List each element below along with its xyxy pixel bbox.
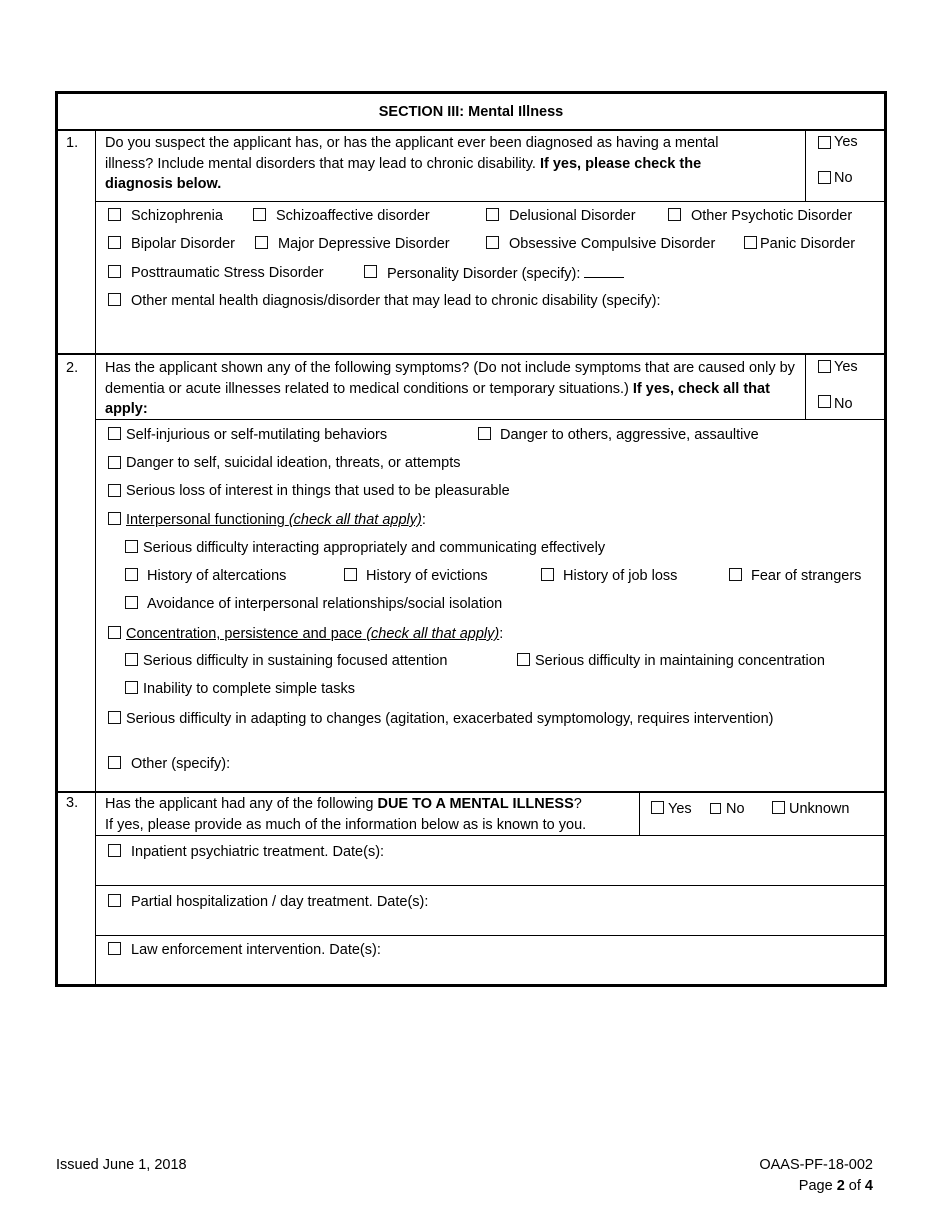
divider [95, 935, 884, 936]
number-column-divider [95, 129, 96, 984]
q2-yes-label: Yes [834, 359, 858, 375]
other-psychotic-checkbox[interactable] [668, 208, 681, 221]
page-of-word: of [848, 1178, 861, 1194]
danger-others-checkbox[interactable] [478, 427, 491, 440]
schizoaffective-checkbox[interactable] [253, 208, 266, 221]
q2-yes-checkbox[interactable] [818, 360, 831, 373]
q1-question [105, 133, 765, 195]
interpersonal-label-text: Interpersonal functioning [126, 512, 285, 528]
q1-no-checkbox[interactable] [818, 171, 831, 184]
q1-number: 1. [66, 135, 79, 151]
divider [95, 419, 884, 420]
divider [58, 791, 884, 793]
q1-question-text: Do you suspect the applicant has, or has the applicant ever been diagnosed as having a mental illness? Include mental disorders that may lead to chronic disability. [105, 135, 719, 172]
other-diagnosis-checkbox[interactable] [108, 293, 121, 306]
divider [95, 885, 884, 886]
personality-checkbox[interactable] [364, 265, 377, 278]
danger-self-checkbox[interactable] [108, 456, 121, 469]
q3-no-label: No [726, 801, 745, 817]
other-psychotic-label: Other Psychotic Disorder [691, 208, 853, 224]
partial-hospitalization-checkbox[interactable] [108, 894, 121, 907]
interpersonal-checkbox[interactable] [108, 512, 121, 525]
law-enforcement-label: Law enforcement intervention. Date(s): [131, 942, 381, 958]
concentration-label-text: Concentration, persistence and pace [126, 626, 363, 642]
q1-no-label: No [834, 170, 853, 186]
q2-number: 2. [66, 360, 79, 376]
self-injurious-checkbox[interactable] [108, 427, 121, 440]
q3-question-text: Has the applicant had any of the following [105, 796, 374, 812]
ocd-checkbox[interactable] [486, 236, 499, 249]
concentration-note: (check all that apply) [366, 626, 500, 642]
interpersonal-note: (check all that apply) [288, 512, 422, 528]
q3-question-emphasis: DUE TO A MENTAL ILLNESS [377, 796, 574, 812]
ptsd-label: Posttraumatic Stress Disorder [131, 265, 324, 281]
divider [639, 793, 640, 835]
self-injurious-label: Self-injurious or self-mutilating behaviors [126, 427, 388, 443]
panic-checkbox[interactable] [744, 236, 757, 249]
section-title: SECTION III: Mental Illness [378, 104, 564, 120]
avoidance-checkbox[interactable] [125, 596, 138, 609]
danger-others-label: Danger to others, aggressive, assaultive [500, 427, 759, 443]
focused-attention-checkbox[interactable] [125, 653, 138, 666]
evictions-label: History of evictions [366, 568, 488, 584]
inpatient-label: Inpatient psychiatric treatment. Date(s): [131, 844, 385, 860]
loss-interest-label: Serious loss of interest in things that used to be pleasurable [126, 483, 510, 499]
q3-question-subtext: If yes, please provide as much of the information below as is known to you. [105, 816, 587, 833]
divider [805, 129, 806, 201]
avoidance-label: Avoidance of interpersonal relationships/social isolation [147, 596, 503, 612]
ocd-label: Obsessive Compulsive Disorder [509, 236, 716, 252]
evictions-checkbox[interactable] [344, 568, 357, 581]
interacting-checkbox[interactable] [125, 540, 138, 553]
q3-question [105, 794, 665, 835]
ptsd-checkbox[interactable] [108, 265, 121, 278]
other-diagnosis-label: Other mental health diagnosis/disorder that may lead to chronic disability (specify): [131, 293, 661, 309]
altercations-checkbox[interactable] [125, 568, 138, 581]
q2-question [105, 358, 795, 420]
schizoaffective-label: Schizoaffective disorder [276, 208, 430, 224]
page-number [799, 1178, 873, 1194]
interpersonal-label: Interpersonal functioning (check all that apply): [126, 512, 426, 528]
form-id: OAAS-PF-18-002 [759, 1157, 873, 1173]
bipolar-checkbox[interactable] [108, 236, 121, 249]
q2-question-text: Has the applicant shown any of the following symptoms? (Do not include symptoms that are caused only by dementia or acute illnesses related to medical conditions or temporary situations.) [105, 360, 795, 397]
focused-attention-label: Serious difficulty in sustaining focused attention [143, 653, 448, 669]
page-current: 2 [836, 1178, 845, 1194]
q1-question-instruction: If yes, please check the diagnosis below. [105, 155, 702, 192]
page-total: 4 [864, 1178, 873, 1194]
q3-question-mark: ? [573, 796, 582, 812]
personality-specify-field[interactable] [584, 265, 624, 278]
major-depressive-checkbox[interactable] [255, 236, 268, 249]
loss-interest-checkbox[interactable] [108, 484, 121, 497]
divider [58, 353, 884, 355]
delusional-label: Delusional Disorder [509, 208, 636, 224]
divider [95, 201, 884, 202]
q3-no-checkbox[interactable] [710, 803, 721, 814]
job-loss-checkbox[interactable] [541, 568, 554, 581]
interacting-label: Serious difficulty interacting appropriately and communicating effectively [143, 540, 606, 556]
concentration-label: Concentration, persistence and pace (check all that apply): [126, 626, 504, 642]
adapting-checkbox[interactable] [108, 711, 121, 724]
maintaining-concentration-label: Serious difficulty in maintaining concentration [535, 653, 825, 669]
q3-yes-label: Yes [668, 801, 692, 817]
partial-hospitalization-label: Partial hospitalization / day treatment. Date(s): [131, 894, 429, 910]
section-iii-form [55, 91, 887, 987]
q3-unknown-label: Unknown [789, 801, 850, 817]
strangers-checkbox[interactable] [729, 568, 742, 581]
altercations-label: History of altercations [147, 568, 287, 584]
q1-yes-checkbox[interactable] [818, 136, 831, 149]
divider [58, 129, 884, 131]
danger-self-label: Danger to self, suicidal ideation, threats, or attempts [126, 455, 461, 471]
concentration-checkbox[interactable] [108, 626, 121, 639]
strangers-label: Fear of strangers [751, 568, 862, 584]
inpatient-checkbox[interactable] [108, 844, 121, 857]
q2-no-label: No [834, 396, 853, 412]
q3-number: 3. [66, 795, 79, 811]
major-depressive-label: Major Depressive Disorder [278, 236, 450, 252]
adapting-label: Serious difficulty in adapting to changes (agitation, exacerbated symptomology, requires intervention) [126, 711, 774, 727]
schizophrenia-label: Schizophrenia [131, 208, 223, 224]
personality-label-text: Personality Disorder (specify): [387, 266, 581, 282]
q3-yes-checkbox[interactable] [651, 801, 664, 814]
personality-label [387, 265, 624, 282]
job-loss-label: History of job loss [563, 568, 678, 584]
q2-other-checkbox[interactable] [108, 756, 121, 769]
divider [95, 835, 884, 836]
divider [805, 355, 806, 419]
issued-date: Issued June 1, 2018 [56, 1157, 187, 1173]
panic-label: Panic Disorder [760, 236, 856, 252]
q2-question-instruction: If yes, check all that apply: [105, 380, 770, 417]
maintaining-concentration-checkbox[interactable] [517, 653, 530, 666]
q2-other-label: Other (specify): [131, 756, 231, 772]
schizophrenia-checkbox[interactable] [108, 208, 121, 221]
delusional-checkbox[interactable] [486, 208, 499, 221]
law-enforcement-checkbox[interactable] [108, 942, 121, 955]
page-word: Page [798, 1178, 833, 1194]
q2-no-checkbox[interactable] [818, 395, 831, 408]
bipolar-label: Bipolar Disorder [131, 236, 235, 252]
q1-yes-label: Yes [834, 134, 858, 150]
simple-tasks-checkbox[interactable] [125, 681, 138, 694]
simple-tasks-label: Inability to complete simple tasks [143, 681, 355, 697]
q3-unknown-checkbox[interactable] [772, 801, 785, 814]
